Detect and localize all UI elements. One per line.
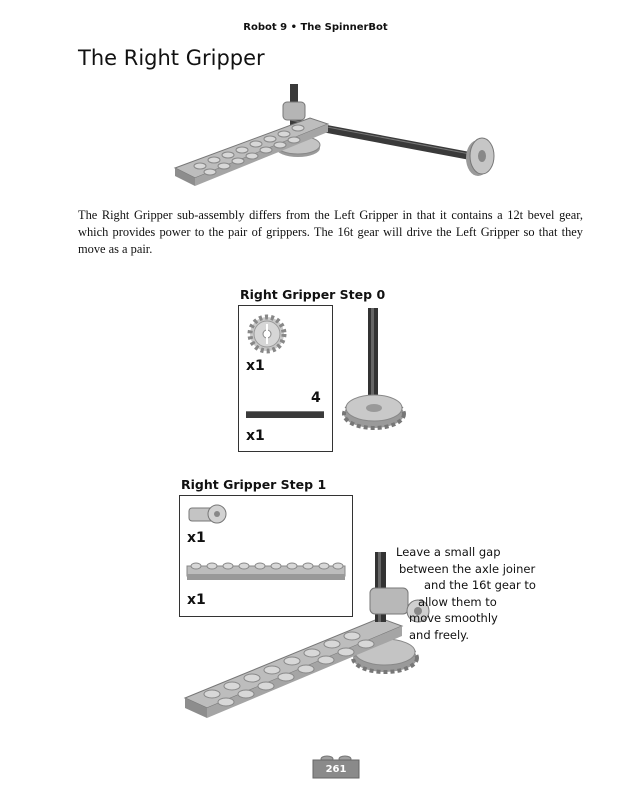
step0-axle-length: 4 [311,390,321,406]
section-title: The Right Gripper [78,46,265,70]
callout-line: between the axle joiner [399,561,536,576]
step1-joiner-qty: x1 [187,530,206,546]
callout-line: Leave a small gap [396,545,501,559]
callout-line: and freely. [409,627,469,642]
callout-line: allow them to [418,594,497,609]
callout-line: move smoothly [409,611,498,626]
step0-parts-box [238,305,333,452]
axle-joiner-icon [188,504,228,526]
page-number: 261 [325,764,347,775]
running-head: Robot 9 • The SpinnerBot [243,22,388,33]
gear-16t-icon [247,314,287,354]
axle-joiner [283,102,305,120]
end-bevel-gear [466,138,494,176]
step1-callout [394,544,554,644]
callout-line: and the 16t gear to [424,578,536,593]
step1-title: Right Gripper Step 1 [181,477,327,492]
axle-4-icon [246,411,324,418]
step0-model-illustration [344,306,419,436]
step1-plate-qty: x1 [187,592,206,608]
step0-gear-qty: x1 [246,358,265,374]
step0-title: Right Gripper Step 0 [240,287,386,302]
step0-axle-qty: x1 [246,428,265,444]
section-paragraph: The Right Gripper sub-assembly differs from the Left Gripper in that it contains a 12t bevel gear, which provides power to the pair of grippers. The 16t gear will drive the Left Gripper so that they move as a pair. [78,208,583,256]
right-gripper-assembly-illustration [170,80,510,195]
